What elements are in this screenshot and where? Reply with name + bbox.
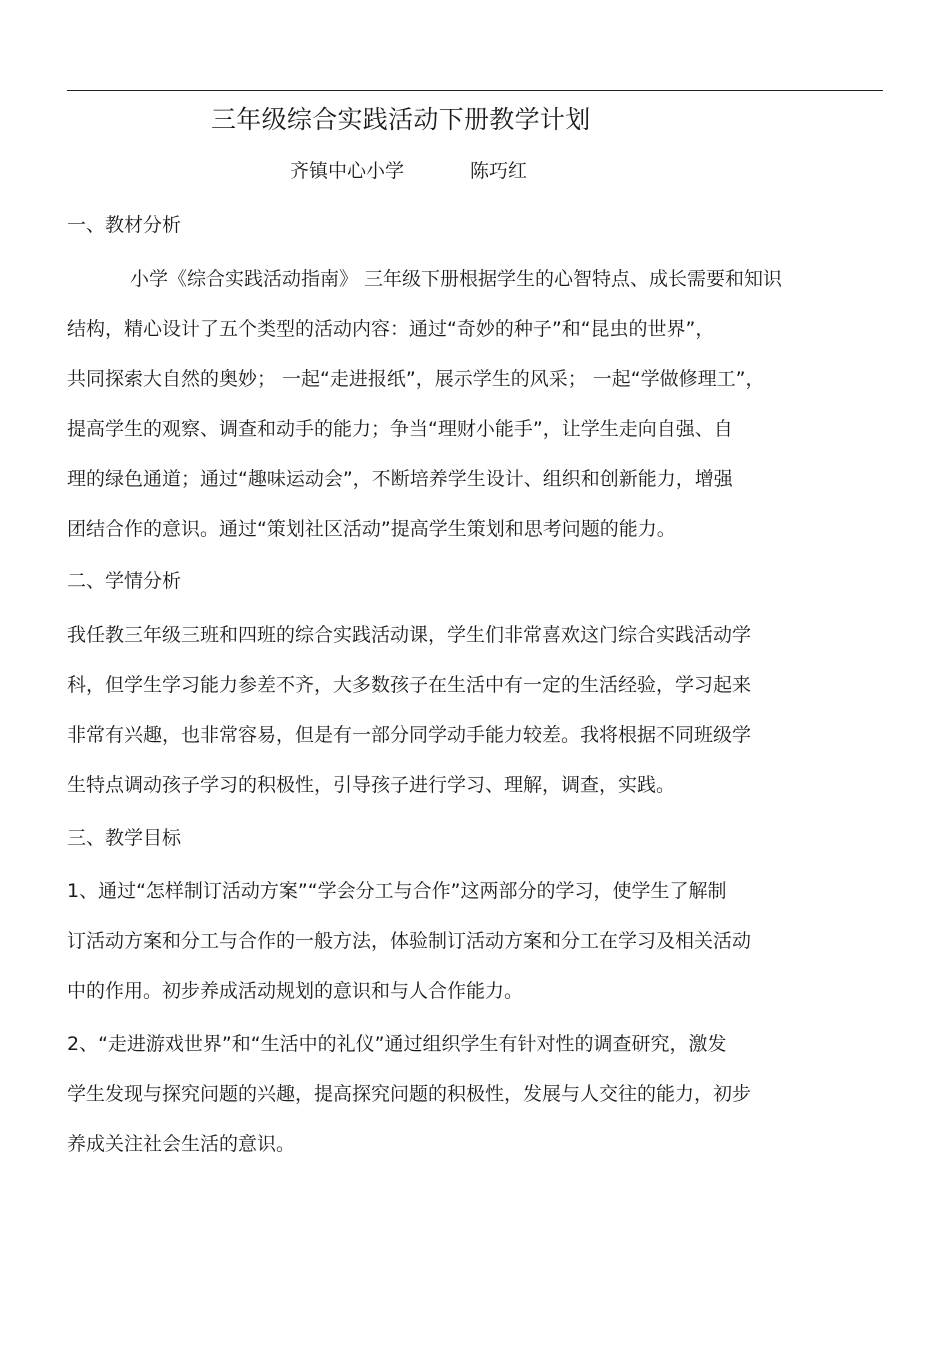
paragraph-line: 提高学生的观察、调查和动手的能力；争当“理财小能手”，让学生走向自强、自: [67, 418, 733, 440]
paragraph-line: 结构，精心设计了五个类型的活动内容：通过“奇妙的种子”和“昆虫的世界”，: [67, 318, 715, 340]
paragraph-line: 订活动方案和分工与合作的一般方法，体验制订活动方案和分工在学习及相关活动: [67, 930, 752, 952]
paragraph-line: 小学《综合实践活动指南》 三年级下册根据学生的心智特点、成长需要和知识: [130, 268, 783, 290]
section-heading-goals: 三、教学目标: [67, 827, 182, 849]
paragraph-line: 生特点调动孩子学习的积极性，引导孩子进行学习、理解，调查，实践。: [67, 774, 676, 796]
paragraph-line: 我任教三年级三班和四班的综合实践活动课，学生们非常喜欢这门综合实践活动学: [67, 624, 752, 646]
paragraph-line: 理的绿色通道；通过“趣味运动会”，不断培养学生设计、组织和创新能力，增强: [67, 468, 733, 490]
paragraph-line: 养成关注社会生活的意识。: [67, 1133, 296, 1155]
paragraph-line: 学生发现与探究问题的兴趣，提高探究问题的积极性，发展与人交往的能力，初步: [67, 1083, 752, 1105]
paragraph-line: 2、“走进游戏世界”和“生活中的礼仪”通过组织学生有针对性的调查研究，激发: [67, 1033, 727, 1055]
paragraph-line: 科，但学生学习能力参差不齐，大多数孩子在生活中有一定的生活经验，学习起来: [67, 674, 752, 696]
author-name: 陈巧红: [470, 160, 528, 182]
paragraph-line: 中的作用。初步养成活动规划的意识和与人合作能力。: [67, 980, 524, 1002]
section-heading-materials: 一、教材分析: [67, 214, 182, 236]
paragraph-line: 团结合作的意识。通过“策划社区活动”提高学生策划和思考问题的能力。: [67, 518, 676, 540]
document-title: 三年级综合实践活动下册教学计划: [211, 105, 591, 134]
header-rule: [67, 90, 883, 91]
paragraph-line: 1、通过“怎样制订活动方案”“学会分工与合作”这两部分的学习，使学生了解制: [67, 880, 727, 902]
section-heading-students: 二、学情分析: [67, 570, 182, 592]
school-name: 齐镇中心小学: [290, 160, 405, 182]
paragraph-line: 非常有兴趣，也非常容易，但是有一部分同学动手能力较差。我将根据不同班级学: [67, 724, 752, 746]
paragraph-line: 共同探索大自然的奥妙； 一起“走进报纸”，展示学生的风采； 一起“学做修理工”，: [67, 368, 765, 390]
